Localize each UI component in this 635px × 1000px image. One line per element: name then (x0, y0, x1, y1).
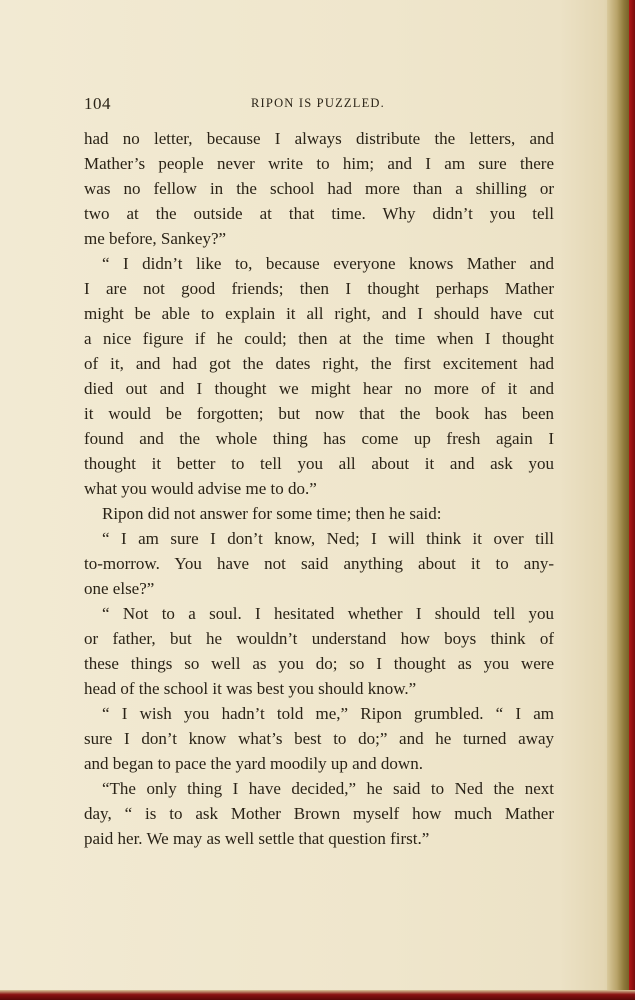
text-line: sure I don’t know what’s best to do;” and he turned away (84, 729, 554, 748)
text-line: “ Not to a soul. I hesitated whether I should tell you (102, 604, 554, 623)
page-header (84, 94, 552, 116)
text-line: Mather’s people never write to him; and I am sure there (84, 154, 554, 173)
text-line: a nice figure if he could; then at the time when I thought (84, 329, 554, 348)
text-line: might be able to explain it all right, and I should have cut (84, 304, 554, 323)
text-line: “ I am sure I don’t know, Ned; I will think it over till (102, 529, 554, 548)
text-line: two at the outside at that time. Why didn’t you tell (84, 204, 554, 223)
text-line: it would be forgotten; but now that the book has been (84, 404, 554, 423)
text-line: was no fellow in the school had more than a shilling or (84, 179, 554, 198)
running-head: RIPON IS PUZZLED. (251, 96, 385, 110)
text-line: day, “ is to ask Mother Brown myself how much Mather (84, 804, 554, 823)
text-line: Ripon did not answer for some time; then he said: (102, 504, 442, 523)
text-line: paid her. We may as well settle that question first.” (84, 829, 430, 848)
body-text (84, 126, 554, 851)
text-line: died out and I thought we might hear no more of it and (84, 379, 554, 398)
text-line: “ I didn’t like to, because everyone knows Mather and (102, 254, 554, 273)
text-line: had no letter, because I always distribute the letters, and (84, 129, 554, 148)
text-line: I are not good friends; then I thought perhaps Mather (84, 279, 554, 298)
text-line: “ I wish you hadn’t told me,” Ripon grumbled. “ I am (102, 704, 554, 723)
text-line: or father, but he wouldn’t understand how boys think of (84, 629, 554, 648)
red-page-edge (629, 0, 635, 1000)
text-line: one else?” (84, 579, 155, 598)
text-line: me before, Sankey?” (84, 229, 227, 248)
bottom-page-edge (0, 990, 635, 1000)
page-number: 104 (84, 94, 111, 113)
text-line: to-morrow. You have not said anything about it to any- (84, 554, 554, 573)
text-line: and began to pace the yard moodily up and down. (84, 754, 423, 773)
text-line: head of the school it was best you should know.” (84, 679, 417, 698)
text-line: thought it better to tell you all about it and ask you (84, 454, 554, 473)
text-line: of it, and had got the dates right, the first excitement had (84, 354, 554, 373)
text-line: found and the whole thing has come up fresh again I (84, 429, 554, 448)
text-line: these things so well as you do; so I thought as you were (84, 654, 554, 673)
text-line: what you would advise me to do.” (84, 479, 317, 498)
text-line: “The only thing I have decided,” he said to Ned the next (102, 779, 554, 798)
